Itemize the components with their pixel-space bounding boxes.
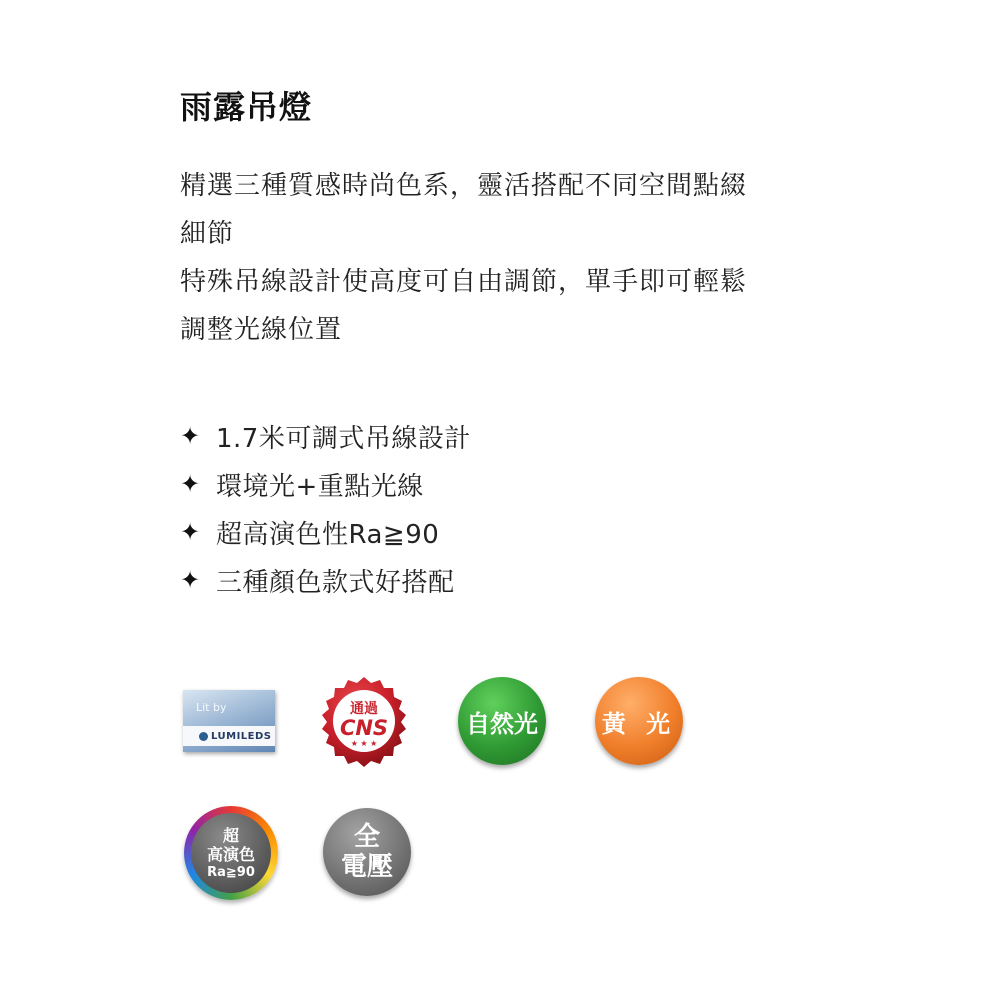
description-line: 調整光線位置 [180,315,343,345]
lumileds-badge [183,690,275,752]
yellow-light-badge [595,677,683,765]
product-description [180,162,820,354]
high-cri-badge [184,806,278,900]
description-line: 細節 [180,219,235,249]
sparkle-bullet-icon: ✦ [180,470,201,498]
cns-certification-seal [318,675,410,767]
feature-text: 1.7米可調式吊線設計 [216,423,471,454]
lumileds-logo-icon [199,732,208,741]
cns-main-text: CNS [339,716,389,740]
feature-item [180,556,471,604]
full-voltage-badge [323,808,411,896]
high-cri-line3: Ra≧90 [207,864,255,880]
feature-item [180,412,471,460]
feature-text: 超高演色性Ra≧90 [216,519,440,550]
full-voltage-line2: 電壓 [340,852,393,882]
feature-text: 三種顏色款式好搭配 [216,567,455,598]
feature-item [180,508,471,556]
natural-light-label: 自然光 [466,709,538,738]
product-title: 雨露吊燈 [180,88,313,126]
description-line: 精選三種質感時尚色系，靈活搭配不同空間點綴 [180,171,748,201]
feature-text: 環境光+重點光線 [216,471,424,502]
high-cri-line1: 超 [222,825,239,845]
sparkle-bullet-icon: ✦ [180,566,201,594]
high-cri-line2: 高演色 [206,844,255,864]
sparkle-bullet-icon: ✦ [180,422,201,450]
feature-list [180,412,471,604]
lumileds-lit-by-text: Lit by [196,701,227,714]
yellow-light-label: 黃 光 [601,709,677,738]
high-cri-inner-circle [191,813,271,893]
cns-top-text: 通過 [350,701,378,717]
natural-light-badge [458,677,546,765]
lumileds-brand-text: LUMILEDS [211,730,272,742]
description-line: 特殊吊線設計使高度可自由調節，單手即可輕鬆 [180,267,748,297]
full-voltage-line1: 全 [353,822,380,852]
feature-item [180,460,471,508]
seal-stars-icon: ★ ★ ★ [350,739,378,748]
sparkle-bullet-icon: ✦ [180,518,201,546]
lumileds-brand-strip [183,726,275,746]
